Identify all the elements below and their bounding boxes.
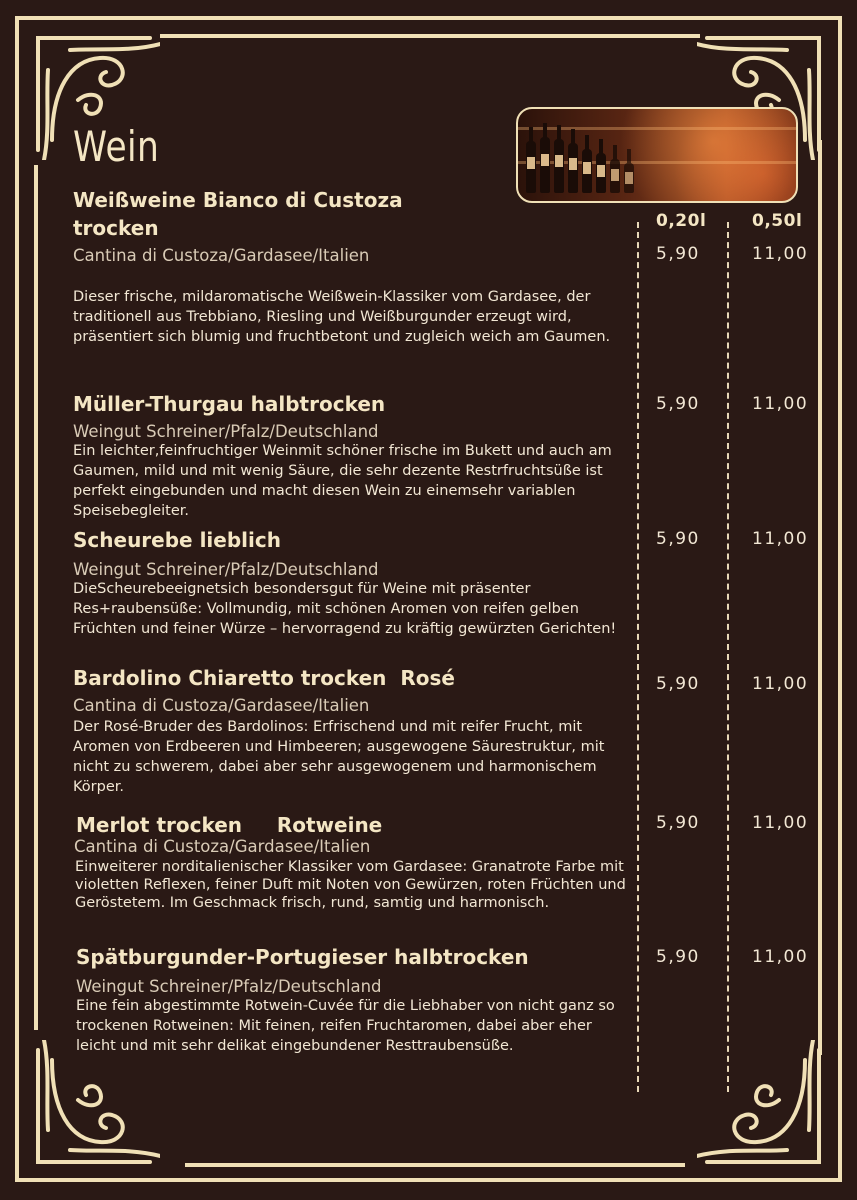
price-large: 11,00 — [752, 394, 809, 414]
wine-name: Müller-Thurgau halbtrocken — [73, 392, 386, 416]
wine-style: trocken — [73, 216, 159, 240]
wine-producer: Cantina di Custoza/Gardasee/Italien — [73, 696, 370, 715]
wine-producer: Weingut Schreiner/Pfalz/Deutschland — [76, 977, 382, 996]
price-large: 11,00 — [752, 244, 809, 264]
wine-description: Dieser frische, mildaromatische Weißwein-Klassiker vom Gardasee, der traditionell aus Trebbiano, Riesling und Weißburgunder erzeugt wird, präsentiert sich blumig und fruchtbetont und zugleich weich am Gaumen. — [73, 289, 611, 345]
price-large: 11,00 — [752, 529, 809, 549]
wine-description: Eine fein abgestimmte Rotwein-Cuvée für die Liebhaber von nicht ganz so trockenen Rotweinen: Mit feinen, reifen Fruchtaromen, dabei aber eher leicht und mit sehr delikat eingebundener Resttraubensüße. — [76, 998, 615, 1054]
wine-name: Scheurebe lieblich — [73, 528, 281, 552]
bottle-icon — [526, 141, 536, 193]
wine-item — [76, 813, 636, 912]
price-large: 11,00 — [752, 947, 809, 967]
wine-producer: Weingut Schreiner/Pfalz/Deutschland — [73, 422, 379, 441]
bottom-frame-line — [185, 1163, 685, 1167]
bottle-icon — [596, 153, 606, 193]
price-large: 11,00 — [752, 813, 809, 833]
price-small: 5,90 — [656, 947, 700, 967]
wine-name: Spätburgunder-Portugieser halbtrocken — [76, 945, 529, 969]
wine-name: Merlot trocken Rotweine — [76, 813, 383, 837]
wine-description: Ein leichter,feinfruchtiger Weinmit schöner frische im Bukett und auch am Gaumen, mild und mit wenig Säure, die sehr dezente Restrfruchtsüße ist perfekt eingebunden und macht diesen Wein zu einemsehr variablen Speisebegleiter. — [73, 443, 612, 519]
right-frame-line — [818, 140, 822, 1055]
wine-description: Einweiterer norditalienischer Klassiker vom Gardasee: Granatrote Farbe mit violetten Reflexen, feiner Duft mit Noten von Gewürzen, roten Früchten und Geröstetem. Im Geschmack frisch, rund, samtig und harmonisch. — [75, 859, 626, 911]
wine-name: Weißweine Bianco di Custoza — [73, 188, 403, 212]
column-divider — [727, 222, 729, 1092]
bottle-icon — [568, 143, 578, 193]
column-header-large: 0,50l — [752, 211, 803, 231]
page-title: Wein — [73, 122, 160, 171]
column-divider — [637, 222, 639, 1092]
wine-item — [73, 392, 633, 521]
ornament-bottom-left-icon — [30, 1040, 160, 1170]
wine-name: Bardolino Chiaretto trocken Rosé — [73, 666, 455, 690]
price-large: 11,00 — [752, 674, 809, 694]
column-header-small: 0,20l — [656, 211, 707, 231]
top-frame-line — [160, 34, 700, 38]
price-small: 5,90 — [656, 394, 700, 414]
wine-producer: Weingut Schreiner/Pfalz/Deutschland — [73, 560, 379, 579]
wine-description: Der Rosé-Bruder des Bardolinos: Erfrischend und mit reifer Frucht, mit Aromen von Erdbeeren und Himbeeren; ausgewogene Säurestruktur, mit nicht zu schwerem, dabei aber sehr ausgewogenem und harmonischem Körper. — [73, 719, 605, 795]
price-small: 5,90 — [656, 674, 700, 694]
bottle-icon — [582, 149, 592, 193]
wine-item — [76, 945, 636, 1056]
ornament-bottom-right-icon — [697, 1040, 827, 1170]
wine-producer: Cantina di Custoza/Gardasee/Italien — [74, 837, 371, 856]
wine-item — [73, 528, 633, 639]
wine-item — [73, 188, 633, 347]
wine-description: DieScheurebeeignetsich besondersgut für Weine mit präsenter Res+raubensüße: Vollmundig, mit schönen Aromen von reifen gelben Früchten und feiner Würze – hervorragend zu kräftig gewürzten Gerichten! — [73, 581, 617, 637]
price-small: 5,90 — [656, 244, 700, 264]
left-frame-line — [34, 165, 38, 1030]
bottle-icon — [540, 137, 550, 193]
price-small: 5,90 — [656, 529, 700, 549]
bottle-icon — [554, 139, 564, 193]
wine-item — [73, 666, 633, 797]
price-small: 5,90 — [656, 813, 700, 833]
wine-producer: Cantina di Custoza/Gardasee/Italien — [73, 246, 370, 265]
